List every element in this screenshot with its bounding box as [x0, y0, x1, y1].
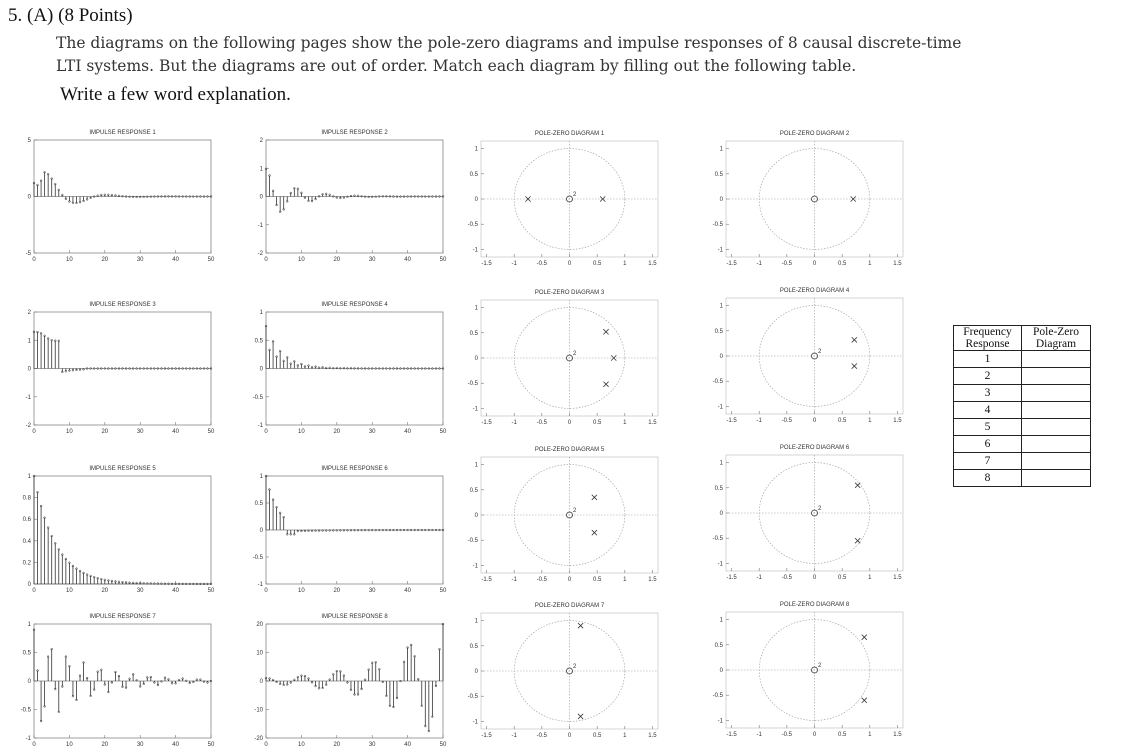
impulse-response-1-plot: [8, 124, 213, 269]
x-tick-label: 30: [368, 429, 376, 435]
x-tick-label: -1: [511, 261, 517, 267]
x-tick-label: 1.5: [648, 577, 657, 583]
y-tick-label: 1: [259, 166, 263, 173]
y-tick-label: 1: [719, 617, 723, 624]
y-tick-label: -0.5: [252, 555, 263, 561]
pole-zero-2-plot: [700, 127, 905, 272]
x-tick-label: 0.5: [837, 418, 847, 424]
y-tick-label: 0: [259, 528, 263, 534]
y-tick-label: -1: [257, 222, 263, 229]
answer-cell[interactable]: [1022, 368, 1091, 385]
x-tick-label: 20: [333, 588, 341, 594]
x-tick-label: 50: [207, 429, 215, 435]
x-tick-label: -1.5: [726, 575, 737, 581]
zero-multiplicity-label: 2: [818, 663, 822, 669]
pole-zero-6-plot: [700, 441, 905, 586]
x-tick-label: 1: [623, 261, 627, 267]
x-tick-label: 1: [623, 420, 627, 426]
y-tick-label: 0: [474, 197, 478, 203]
x-tick-label: 1: [868, 261, 872, 267]
row-label: 4: [954, 402, 1022, 419]
y-tick-label: 1: [27, 622, 31, 628]
x-tick-label: 50: [439, 588, 447, 594]
pole-zero-5-plot: [455, 443, 660, 588]
y-tick-label: -1: [717, 404, 723, 411]
answer-cell[interactable]: [1022, 470, 1091, 487]
x-tick-label: 40: [172, 588, 179, 594]
x-tick-label: -0.5: [536, 261, 548, 267]
pole-marker: [862, 698, 867, 703]
x-tick-label: 1.5: [648, 261, 657, 267]
x-tick-label: 0: [32, 742, 36, 748]
x-tick-label: 40: [404, 429, 411, 435]
y-tick-label: 0.6: [22, 517, 31, 524]
y-tick-label: 0.5: [714, 171, 723, 178]
table-row: [954, 419, 1091, 436]
x-tick-label: 30: [136, 429, 144, 435]
pole-marker: [862, 635, 867, 640]
y-tick-label: 0.5: [469, 171, 478, 178]
x-tick-label: 30: [368, 588, 376, 594]
y-tick-label: 1: [474, 462, 478, 469]
y-tick-label: -2: [257, 251, 263, 257]
x-tick-label: 0: [567, 261, 572, 267]
plot-title: IMPULSE RESPONSE 4: [321, 302, 388, 308]
x-tick-label: -1: [511, 577, 517, 583]
y-tick-label: 0: [259, 194, 263, 201]
x-tick-label: 0: [567, 733, 572, 739]
y-tick-label: 5: [27, 138, 31, 144]
x-tick-label: 0: [32, 429, 36, 435]
problem-heading: 5. (A) (8 Points): [8, 5, 133, 26]
y-tick-label: 0.5: [714, 642, 723, 649]
y-tick-label: 0: [27, 582, 31, 588]
y-tick-label: 0.5: [254, 501, 263, 507]
y-tick-label: 0.8: [22, 495, 31, 502]
y-tick-label: 0: [259, 366, 263, 373]
x-tick-label: 20: [101, 742, 109, 748]
x-tick-label: -1: [511, 420, 517, 426]
y-tick-label: -1: [257, 582, 263, 588]
x-tick-label: 10: [66, 742, 73, 748]
x-tick-label: -1.5: [481, 577, 492, 583]
table-row: [954, 436, 1091, 453]
y-tick-label: 0.5: [714, 328, 723, 335]
pole-marker: [855, 483, 860, 488]
pole-marker: [603, 329, 608, 334]
x-tick-label: 1.5: [893, 261, 902, 267]
answer-cell[interactable]: [1022, 351, 1091, 368]
header-pole-zero-diagram: Pole-Zero Diagram: [1022, 326, 1091, 351]
x-tick-label: 1.5: [648, 420, 657, 426]
row-label: 2: [954, 368, 1022, 385]
table-row: [954, 453, 1091, 470]
table-header-row: [954, 326, 1091, 351]
y-tick-label: 1: [259, 310, 263, 316]
impulse-response-3-plot: [8, 296, 213, 441]
zero-multiplicity-label: 2: [573, 351, 577, 357]
pole-marker: [578, 714, 583, 719]
answer-cell[interactable]: [1022, 385, 1091, 402]
x-tick-label: 50: [207, 257, 215, 263]
x-tick-label: 0.5: [592, 420, 602, 426]
pole-zero-3-plot: [455, 286, 660, 431]
zero-multiplicity-label: 2: [818, 506, 822, 512]
y-tick-label: 2: [259, 138, 263, 144]
x-tick-label: -1: [756, 575, 762, 581]
x-tick-label: 0.5: [837, 261, 847, 267]
y-tick-label: -1: [717, 247, 723, 254]
plot-title: POLE-ZERO DIAGRAM 2: [779, 131, 850, 137]
pole-marker: [611, 355, 616, 360]
x-tick-label: 0: [812, 261, 817, 267]
matching-table: [953, 325, 1091, 487]
x-tick-label: 1: [868, 575, 872, 581]
y-tick-label: 1: [474, 305, 478, 312]
plot-title: IMPULSE RESPONSE 6: [321, 466, 388, 472]
x-tick-label: 10: [298, 429, 305, 435]
x-tick-label: 40: [404, 742, 411, 748]
x-tick-label: 10: [66, 429, 73, 435]
pole-zero-4-plot: [700, 284, 905, 429]
x-tick-label: -0.5: [781, 261, 793, 267]
x-tick-label: 50: [439, 257, 447, 263]
x-tick-label: 1.5: [893, 575, 902, 581]
x-tick-label: 20: [333, 429, 341, 435]
plot-title: IMPULSE RESPONSE 3: [89, 302, 156, 308]
x-tick-label: 0: [264, 257, 268, 263]
y-tick-label: 0: [259, 679, 263, 685]
plot-title: IMPULSE RESPONSE 8: [321, 614, 388, 620]
x-tick-label: -1.5: [726, 732, 737, 738]
y-tick-label: 0: [719, 354, 723, 360]
pole-marker: [603, 382, 608, 387]
x-tick-label: 20: [333, 257, 341, 263]
plot-title: IMPULSE RESPONSE 2: [321, 130, 388, 136]
y-tick-label: 1: [474, 146, 478, 153]
x-tick-label: 0: [264, 742, 268, 748]
y-tick-label: -0.5: [712, 536, 723, 543]
x-tick-label: -1: [511, 733, 517, 739]
pole-zero-7-plot: [455, 599, 660, 744]
x-tick-label: 40: [172, 742, 179, 748]
y-tick-label: -1: [472, 406, 478, 413]
y-tick-label: 0.5: [469, 330, 478, 337]
plot-title: IMPULSE RESPONSE 5: [89, 466, 156, 472]
x-tick-label: 20: [101, 429, 109, 435]
y-tick-label: 0: [27, 679, 31, 685]
x-tick-label: -0.5: [536, 577, 548, 583]
zero-multiplicity-label: 2: [573, 508, 577, 514]
x-tick-label: -0.5: [536, 733, 548, 739]
zero-multiplicity-label: 2: [573, 664, 577, 670]
x-tick-label: 1.5: [648, 733, 657, 739]
y-tick-label: -0.5: [467, 538, 478, 545]
x-tick-label: -1.5: [481, 733, 492, 739]
plot-title: IMPULSE RESPONSE 1: [89, 130, 156, 136]
pole-marker: [855, 538, 860, 543]
x-tick-label: 0.5: [837, 575, 847, 581]
plot-title: POLE-ZERO DIAGRAM 3: [534, 290, 605, 296]
impulse-response-6-plot: [240, 460, 445, 600]
y-tick-label: 0: [474, 513, 478, 519]
answer-cell[interactable]: [1022, 402, 1091, 419]
x-tick-label: 40: [404, 588, 411, 594]
x-tick-label: 10: [298, 742, 305, 748]
y-tick-label: -2: [25, 423, 31, 429]
header-frequency-response: Frequency Response: [954, 326, 1022, 351]
y-tick-label: 1: [719, 460, 723, 467]
y-tick-label: 0: [719, 668, 723, 674]
axes-box: [34, 476, 211, 584]
x-tick-label: 40: [172, 257, 179, 263]
y-tick-label: 10: [256, 650, 263, 657]
impulse-response-8-plot: [240, 608, 445, 754]
row-label: 1: [954, 351, 1022, 368]
impulse-response-7-plot: [8, 608, 213, 754]
zero-multiplicity-label: 2: [818, 349, 822, 355]
y-tick-label: -20: [254, 736, 263, 742]
plot-title: POLE-ZERO DIAGRAM 6: [779, 445, 850, 451]
x-tick-label: 0: [264, 588, 268, 594]
y-tick-label: 0: [27, 366, 31, 373]
plot-title: POLE-ZERO DIAGRAM 4: [779, 288, 850, 294]
stem-marker: [343, 367, 345, 369]
x-tick-label: 1: [868, 732, 872, 738]
x-tick-label: 0: [812, 418, 817, 424]
table-row: [954, 385, 1091, 402]
impulse-response-2-plot: [240, 124, 445, 269]
y-tick-label: -0.5: [712, 222, 723, 229]
x-tick-label: 0: [567, 577, 572, 583]
x-tick-label: -0.5: [781, 575, 793, 581]
x-tick-label: 50: [439, 429, 447, 435]
y-tick-label: -1: [25, 736, 31, 742]
y-tick-label: -1: [257, 423, 263, 429]
x-tick-label: 20: [333, 742, 341, 748]
x-tick-label: -0.5: [536, 420, 548, 426]
x-tick-label: 10: [298, 257, 305, 263]
table-row: [954, 368, 1091, 385]
y-tick-label: -0.5: [712, 379, 723, 386]
y-tick-label: 0.2: [22, 560, 31, 567]
x-tick-label: 40: [172, 429, 179, 435]
x-tick-label: 0.5: [592, 733, 602, 739]
pole-marker: [592, 530, 597, 535]
row-label: 5: [954, 419, 1022, 436]
x-tick-label: 40: [404, 257, 411, 263]
problem-text-line-3: Write a few word explanation.: [60, 84, 291, 105]
y-tick-label: -10: [254, 707, 263, 714]
answer-cell[interactable]: [1022, 453, 1091, 470]
y-tick-label: -0.5: [467, 694, 478, 701]
y-tick-label: -0.5: [252, 394, 263, 401]
row-label: 3: [954, 385, 1022, 402]
zero-multiplicity-label: 2: [573, 192, 577, 198]
x-tick-label: -1: [756, 418, 762, 424]
y-tick-label: -0.5: [467, 222, 478, 229]
y-tick-label: -1: [472, 719, 478, 726]
x-tick-label: 1: [623, 577, 627, 583]
x-tick-label: 20: [101, 257, 109, 263]
x-tick-label: -1.5: [726, 261, 737, 267]
y-tick-label: 1: [719, 146, 723, 153]
x-tick-label: 50: [207, 742, 215, 748]
x-tick-label: -1.5: [726, 418, 737, 424]
row-label: 6: [954, 436, 1022, 453]
answer-cell[interactable]: [1022, 436, 1091, 453]
x-tick-label: 0.5: [592, 577, 602, 583]
x-tick-label: 0: [812, 575, 817, 581]
y-tick-label: 0: [474, 356, 478, 362]
y-tick-label: 1: [719, 303, 723, 310]
y-tick-label: 0: [474, 669, 478, 675]
plot-title: POLE-ZERO DIAGRAM 1: [534, 131, 605, 137]
stem-marker: [339, 529, 341, 531]
x-tick-label: -0.5: [781, 732, 793, 738]
problem-text-line-2: LTI systems. But the diagrams are out of order. Match each diagram by filling out the following table.: [56, 57, 857, 75]
y-tick-label: 1: [474, 618, 478, 625]
answer-cell[interactable]: [1022, 419, 1091, 436]
y-tick-label: 0.5: [22, 650, 31, 657]
y-tick-label: 0: [27, 194, 31, 201]
pole-marker: [592, 495, 597, 500]
y-tick-label: -0.5: [467, 381, 478, 388]
impulse-response-4-plot: [240, 296, 445, 441]
y-tick-label: 2: [27, 310, 31, 316]
y-tick-label: -1: [472, 247, 478, 254]
y-tick-label: -5: [25, 251, 31, 257]
x-tick-label: 0: [812, 732, 817, 738]
x-tick-label: 30: [368, 257, 376, 263]
plot-title: IMPULSE RESPONSE 7: [89, 614, 156, 620]
y-tick-label: -0.5: [20, 707, 31, 714]
x-tick-label: -1.5: [481, 420, 492, 426]
x-tick-label: -1: [756, 261, 762, 267]
y-tick-label: 0: [719, 511, 723, 517]
x-tick-label: 50: [439, 742, 447, 748]
y-tick-label: 1: [27, 338, 31, 345]
problem-text-line-1: The diagrams on the following pages show the pole-zero diagrams and impulse responses of 8 causal discrete-time: [56, 34, 962, 52]
x-tick-label: 1: [868, 418, 872, 424]
y-tick-label: 0.5: [714, 485, 723, 492]
row-label: 8: [954, 470, 1022, 487]
x-tick-label: -0.5: [781, 418, 793, 424]
x-tick-label: -1: [756, 732, 762, 738]
y-tick-label: 1: [259, 474, 263, 480]
x-tick-label: 0.5: [592, 261, 602, 267]
pole-marker: [852, 337, 857, 342]
x-tick-label: 20: [101, 588, 109, 594]
x-tick-label: 1: [623, 733, 627, 739]
y-tick-label: -1: [717, 561, 723, 568]
plot-title: POLE-ZERO DIAGRAM 5: [534, 447, 605, 453]
x-tick-label: 1.5: [893, 418, 902, 424]
y-tick-label: 20: [256, 622, 263, 628]
pole-zero-1-plot: [455, 127, 660, 272]
x-tick-label: 0: [567, 420, 572, 426]
y-tick-label: -1: [472, 563, 478, 570]
x-tick-label: 10: [66, 257, 73, 263]
plot-title: POLE-ZERO DIAGRAM 8: [779, 602, 850, 608]
y-tick-label: 0: [719, 197, 723, 203]
pole-marker: [852, 363, 857, 368]
y-tick-label: 0.5: [469, 487, 478, 494]
row-label: 7: [954, 453, 1022, 470]
x-tick-label: 30: [368, 742, 376, 748]
y-tick-label: -1: [25, 394, 31, 401]
x-tick-label: 1.5: [893, 732, 902, 738]
x-tick-label: 0: [32, 257, 36, 263]
x-tick-label: 50: [207, 588, 215, 594]
y-tick-label: 0.5: [469, 643, 478, 650]
y-tick-label: 0.4: [22, 538, 31, 545]
y-tick-label: 1: [27, 474, 31, 480]
x-tick-label: 0: [264, 429, 268, 435]
table-row: [954, 470, 1091, 487]
y-tick-label: 0.5: [254, 338, 263, 345]
x-tick-label: 30: [136, 257, 144, 263]
x-tick-label: 0.5: [837, 732, 847, 738]
y-tick-label: -0.5: [712, 693, 723, 700]
plot-title: POLE-ZERO DIAGRAM 7: [534, 603, 605, 609]
y-tick-label: -1: [717, 718, 723, 725]
x-tick-label: 10: [298, 588, 305, 594]
pole-zero-8-plot: [700, 598, 905, 743]
x-tick-label: 10: [66, 588, 73, 594]
x-tick-label: -1.5: [481, 261, 492, 267]
x-tick-label: 30: [136, 588, 144, 594]
x-tick-label: 30: [136, 742, 144, 748]
impulse-response-5-plot: [8, 460, 213, 600]
table-row: [954, 351, 1091, 368]
pole-marker: [578, 623, 583, 628]
x-tick-label: 0: [32, 588, 36, 594]
table-row: [954, 402, 1091, 419]
